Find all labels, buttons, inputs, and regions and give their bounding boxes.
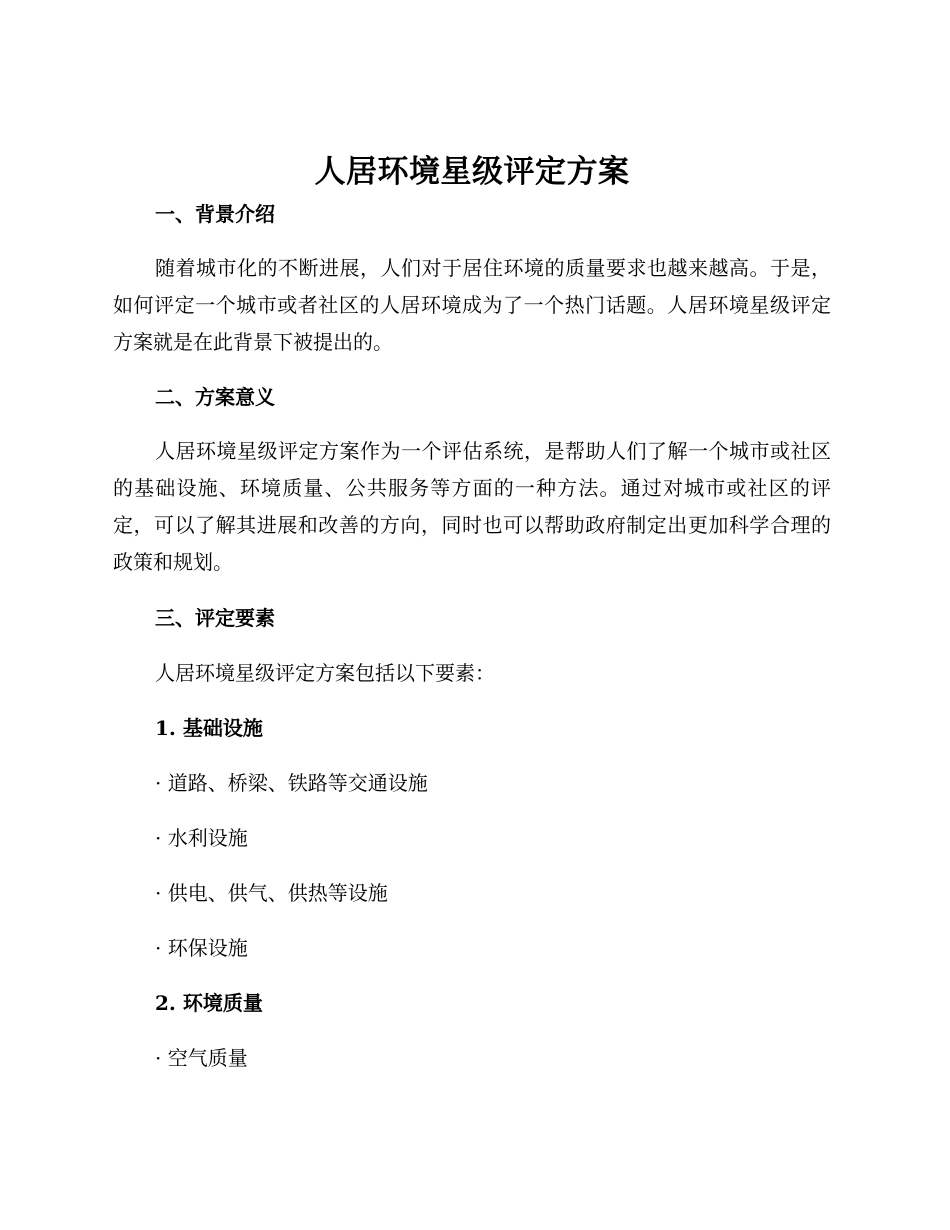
document-page [113,150,831,1072]
section-paragraph: 人居环境星级评定方案作为一个评估系统，是帮助人们了解一个城市或社区的基础设施、环境质量、公共服务等方面的一种方法。通过对城市或社区的评定，可以了解其进展和改善的方向，同时也可以帮助政府制定出更加科学合理的政策和规划。 [113,439,831,574]
section-significance [113,383,831,581]
list-item: · 水利设施 [155,826,248,850]
list-item: · 空气质量 [155,1046,248,1070]
list-item: · 环保设施 [155,936,248,960]
list-item: · 供电、供气、供热等设施 [155,881,388,905]
section-heading: 一、背景介绍 [155,202,275,226]
section-heading: 二、方案意义 [155,385,275,409]
document-title: 人居环境星级评定方案 [314,154,630,190]
section-intro: 人居环境星级评定方案包括以下要素： [155,661,495,685]
section-elements [113,604,831,687]
element-group-title: 1. 基础设施 [155,716,263,740]
section-background [113,200,831,361]
element-group-infrastructure [113,714,831,962]
list-item: · 道路、桥梁、铁路等交通设施 [155,771,428,795]
section-paragraph: 随着城市化的不断进展，人们对于居住环境的质量要求也越来越高。于是，如何评定一个城市或者社区的人居环境成为了一个热门话题。人居环境星级评定方案就是在此背景下被提出的。 [113,256,831,354]
element-group-environment [113,989,831,1072]
section-heading: 三、评定要素 [155,606,275,630]
element-group-title: 2. 环境质量 [155,991,263,1015]
